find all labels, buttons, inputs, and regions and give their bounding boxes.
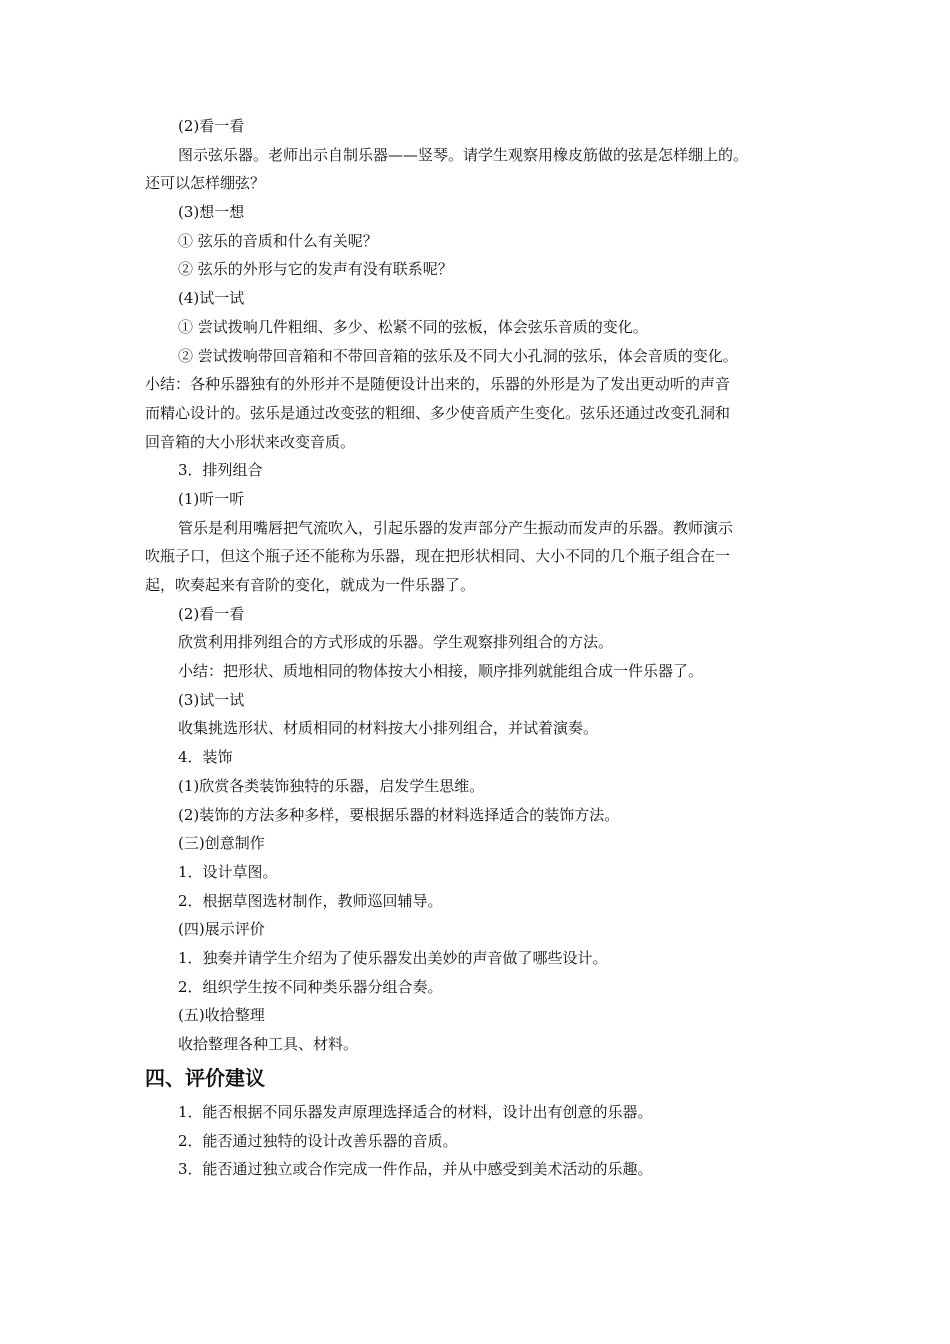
text-line: ② 弦乐的外形与它的发声有没有联系呢？ xyxy=(178,260,453,279)
text-line: 而精心设计的。弦乐是通过改变弦的粗细、多少使音质产生变化。弦乐还通过改变孔洞和 xyxy=(145,403,731,422)
section-heading: 四、评价建议 xyxy=(145,1065,265,1090)
text-line: 收集挑选形状、材质相同的材料按大小排列组合，并试着演奏。 xyxy=(178,719,599,738)
text-line: 管乐是利用嘴唇把气流吹入，引起乐器的发声部分产生振动而发声的乐器。教师演示 xyxy=(178,518,734,537)
text-line: 起，吹奏起来有音阶的变化，就成为一件乐器了。 xyxy=(145,576,476,594)
evaluation-item: 2．能否通过独特的设计改善乐器的音质。 xyxy=(178,1131,458,1150)
text-line: ② 尝试拨响带回音箱和不带回音箱的弦乐及不同大小孔洞的弦乐，体会音质的变化。 xyxy=(178,346,738,365)
text-line: (3)想一想 xyxy=(178,203,245,222)
text-line: (三)创意制作 xyxy=(178,834,265,853)
text-line: 3．排列组合 xyxy=(178,461,263,480)
text-line: (五)收拾整理 xyxy=(178,1006,265,1025)
text-line: 收拾整理各种工具、材料。 xyxy=(178,1035,359,1053)
evaluation-item: 3．能否通过独立或合作完成一件作品，并从中感受到美术活动的乐趣。 xyxy=(178,1160,653,1179)
text-line: (3)试一试 xyxy=(178,690,245,709)
text-line: 1．设计草图。 xyxy=(178,862,278,881)
text-line: (4)试一试 xyxy=(178,289,245,308)
text-line: (2)装饰的方法多种多样，要根据乐器的材料选择适合的装饰方法。 xyxy=(178,805,620,824)
text-line: (1)听一听 xyxy=(178,489,245,508)
text-line: 2．根据草图选材制作，教师巡回辅导。 xyxy=(178,891,443,910)
text-line: 小结：各种乐器独有的外形并不是随便设计出来的，乐器的外形是为了发出更动听的声音 xyxy=(145,375,731,394)
text-line: (2)看一看 xyxy=(178,117,245,135)
text-line: 回音箱的大小形状来改变音质。 xyxy=(145,432,356,451)
text-line: ① 尝试拨响几件粗细、多少、松紧不同的弦板，体会弦乐音质的变化。 xyxy=(178,317,648,336)
text-line: (1)欣赏各类装饰独特的乐器，启发学生思维。 xyxy=(178,776,485,795)
text-line: 4．装饰 xyxy=(178,748,233,767)
text-line: 1．独奏并请学生介绍为了使乐器发出美妙的声音做了哪些设计。 xyxy=(178,948,608,967)
text-line: 吹瓶子口，但这个瓶子还不能称为乐器，现在把形状相同、大小不同的几个瓶子组合在一 xyxy=(145,547,731,566)
text-line: 2．组织学生按不同种类乐器分组合奏。 xyxy=(178,977,443,996)
document-body xyxy=(145,112,815,1184)
text-line: ① 弦乐的音质和什么有关呢？ xyxy=(178,231,378,250)
text-line: 欣赏利用排列组合的方式形成的乐器。学生观察排列组合的方法。 xyxy=(178,633,614,652)
text-line: (2)看一看 xyxy=(178,604,245,623)
text-line: 还可以怎样绷弦？ xyxy=(145,174,266,193)
text-line: (四)展示评价 xyxy=(178,920,265,939)
text-line: 小结：把形状、质地相同的物体按大小相接，顺序排列就能组合成一件乐器了。 xyxy=(178,662,704,681)
text-line: 图示弦乐器。老师出示自制乐器——竖琴。请学生观察用橡皮筋做的弦是怎样绷上的。 xyxy=(178,145,749,164)
evaluation-item: 1．能否根据不同乐器发声原理选择适合的材料，设计出有创意的乐器。 xyxy=(178,1102,653,1121)
